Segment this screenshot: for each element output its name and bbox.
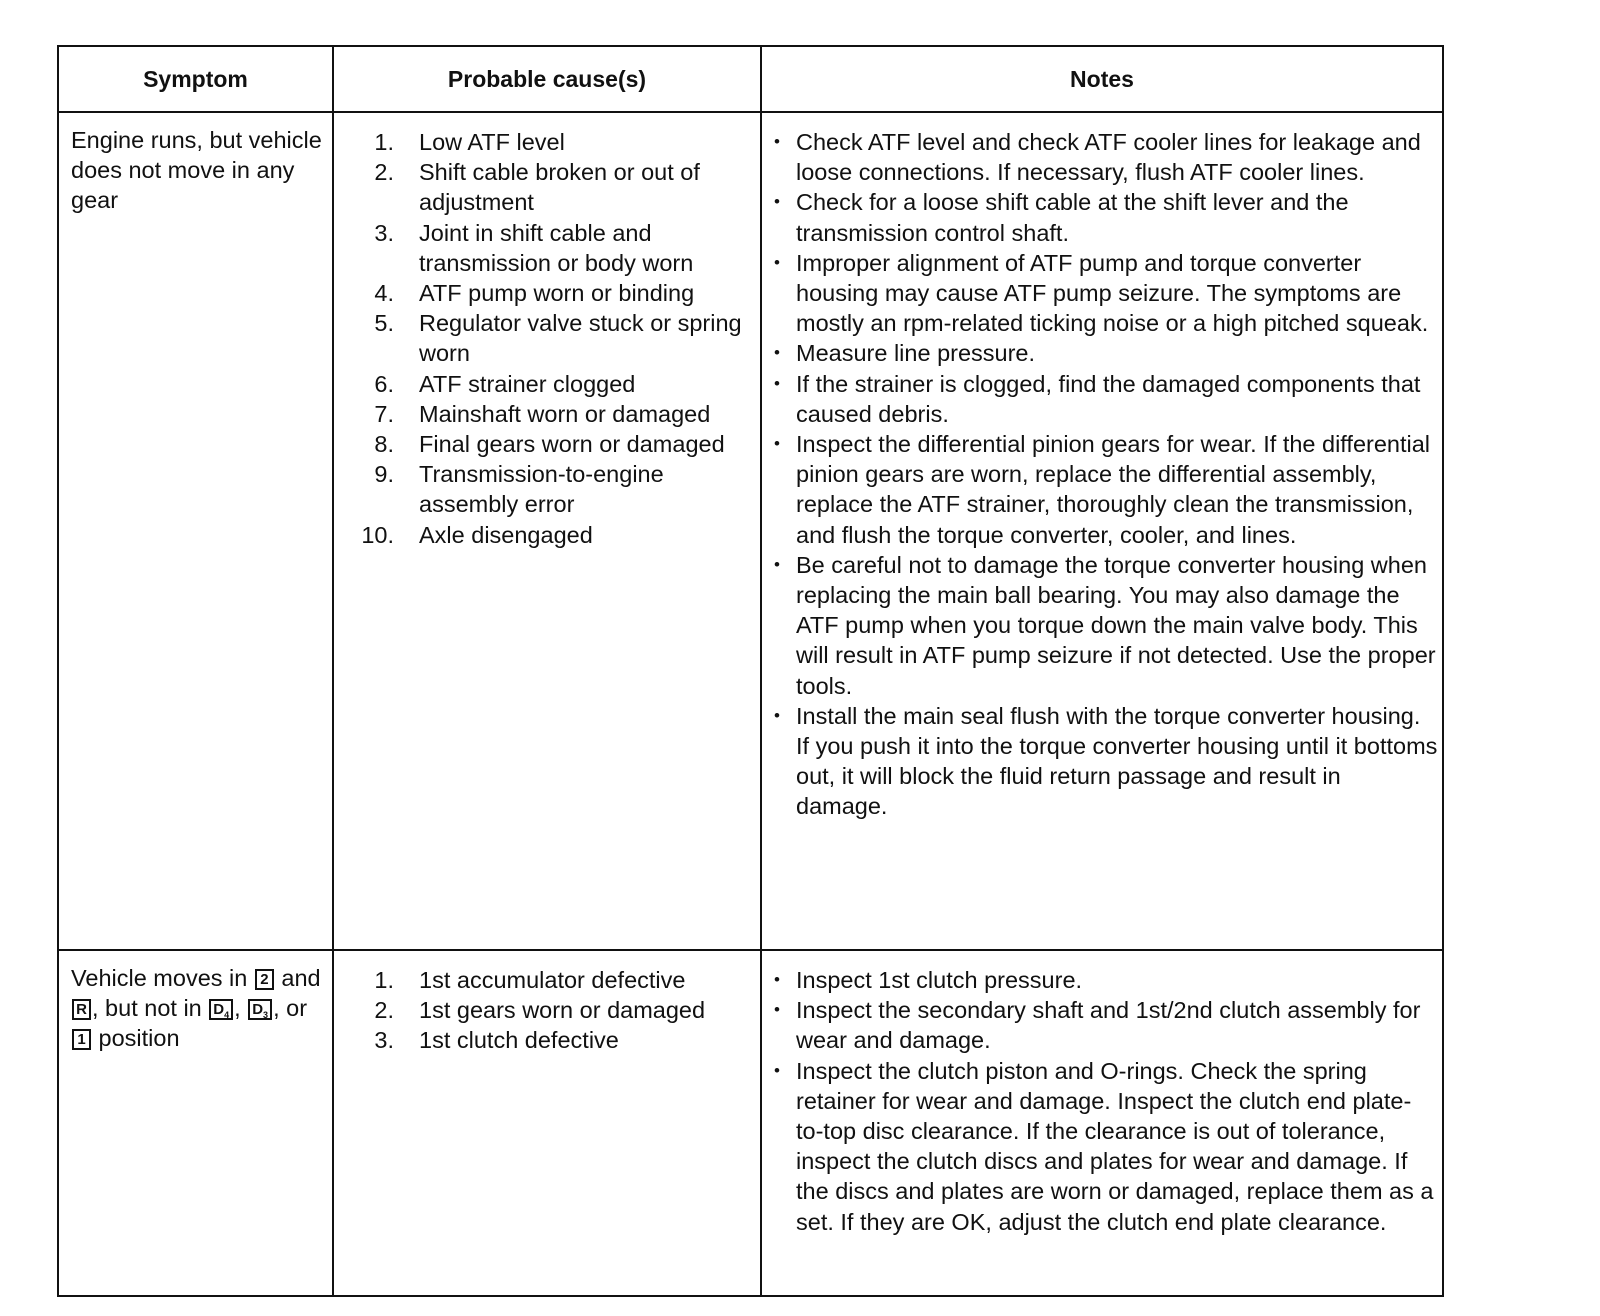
cause-text: Joint in shift cable and transmission or body worn (419, 219, 694, 276)
bullet-icon: • (774, 373, 780, 393)
cause-item (334, 308, 756, 368)
note-item (774, 701, 1438, 822)
cause-text: Mainshaft worn or damaged (419, 400, 711, 427)
cause-text: ATF pump worn or binding (419, 280, 695, 307)
notes-cell (761, 112, 1443, 950)
note-text: Install the main seal flush with the torque converter housing. If you push it into the torque converter housing until it bottoms out, it will block the fluid return passage and result in damage. (796, 702, 1438, 820)
cause-number: 4. (374, 280, 394, 307)
troubleshooting-sheet (57, 45, 1442, 1297)
cause-number: 2. (374, 159, 394, 186)
header-row (58, 46, 1443, 112)
cause-list (334, 965, 756, 1056)
cause-text: ATF strainer clogged (419, 370, 636, 397)
table-row (58, 112, 1443, 950)
note-text: Check for a loose shift cable at the shift lever and the transmission control shaft. (796, 189, 1349, 246)
note-text: Inspect the secondary shaft and 1st/2nd clutch assembly for wear and damage. (796, 997, 1421, 1054)
cause-item (334, 369, 756, 399)
symptom-text: , but not in (92, 995, 209, 1022)
note-item (774, 369, 1438, 429)
cause-cell (333, 112, 761, 950)
symptom-text: position (92, 1025, 180, 1052)
cause-text: 1st accumulator defective (419, 967, 686, 993)
header-symptom: Symptom (58, 46, 333, 112)
position-label: R (76, 1001, 87, 1019)
cause-text: Transmission-to-engine assembly error (419, 461, 664, 518)
bullet-icon: • (774, 1000, 780, 1020)
note-text: Inspect 1st clutch pressure. (796, 967, 1083, 993)
cause-item (334, 1025, 756, 1055)
note-text: Improper alignment of ATF pump and torque converter housing may cause ATF pump seizure. The symptoms are mostly an rpm-related ticking noise or a high pitched squeak. (796, 249, 1429, 337)
symptom-cell: Engine runs, but vehicle does not move in any gear (58, 112, 333, 950)
note-item (774, 995, 1438, 1055)
bullet-icon: • (774, 554, 780, 574)
symptom-cell (58, 950, 333, 1296)
note-item (774, 187, 1438, 247)
bullet-icon: • (774, 343, 780, 363)
note-text: Inspect the differential pinion gears for wear. If the differential pinion gears are worn, replace the differential assembly, replace the ATF strainer, thoroughly clean the transmission, and flush the torque converter, cooler, and lines. (796, 431, 1431, 548)
note-text: Be careful not to damage the torque converter housing when replacing the main ball bearing. You may also damage the ATF pump when you torque down the main valve body. This will result in ATF pump seizure if not detected. Use the proper tools. (796, 551, 1436, 699)
position-d3-icon (248, 999, 272, 1020)
bullet-icon: • (774, 434, 780, 454)
cause-list (334, 127, 756, 550)
cause-item (334, 218, 756, 278)
table-row (58, 950, 1443, 1296)
note-item (774, 965, 1438, 995)
cause-item (334, 520, 756, 550)
position-2-icon (255, 969, 274, 990)
cause-number: 1. (374, 967, 394, 993)
note-text: Inspect the clutch piston and O-rings. Check the spring retainer for wear and damage. Inspect the clutch end plate-to-top disc clearance. If the clearance is out of tolerance, inspect the clutch discs and plates for wear and damage. If the discs and plates are worn or damaged, replace them as a set. If they are OK, adjust the clutch end plate clearance. (796, 1057, 1434, 1235)
cause-text: Shift cable broken or out of adjustment (419, 159, 700, 216)
header-causes: Probable cause(s) (333, 46, 761, 112)
cause-item (334, 429, 756, 459)
cause-number: 2. (374, 997, 394, 1024)
cause-number: 3. (374, 1027, 394, 1054)
cause-item (334, 965, 756, 995)
symptom-text: , (234, 995, 248, 1022)
note-text: Measure line pressure. (796, 340, 1036, 367)
note-item (774, 127, 1438, 187)
cause-text: 1st clutch defective (419, 1027, 619, 1054)
note-item (774, 550, 1438, 701)
symptom-text: , or (273, 995, 308, 1022)
position-label: 1 (77, 1031, 86, 1049)
position-1-icon (72, 1029, 91, 1050)
symptom-text: and (274, 965, 321, 991)
header-notes: Notes (761, 46, 1443, 112)
cause-item (334, 995, 756, 1025)
note-item (774, 248, 1438, 339)
position-label: D (252, 1001, 264, 1019)
cause-number: 8. (374, 431, 394, 458)
cause-item (334, 459, 756, 519)
note-item (774, 1056, 1438, 1237)
position-label: D (213, 1001, 225, 1019)
troubleshooting-table (57, 45, 1444, 1297)
note-text: If the strainer is clogged, find the damaged components that caused debris. (796, 370, 1421, 427)
cause-text: Axle disengaged (419, 521, 593, 548)
cause-item (334, 157, 756, 217)
symptom-text: Vehicle moves in (71, 965, 254, 991)
cause-item (334, 127, 756, 157)
cause-item (334, 278, 756, 308)
note-item (774, 429, 1438, 550)
position-subscript: 4 (224, 1010, 230, 1021)
position-label: 2 (260, 971, 269, 988)
cause-text: Low ATF level (419, 129, 565, 155)
cause-number: 10. (361, 521, 394, 548)
cause-cell (333, 950, 761, 1296)
cause-number: 5. (374, 310, 394, 337)
bullet-icon: • (774, 192, 780, 212)
bullet-icon: • (774, 705, 780, 725)
bullet-icon: • (774, 1060, 780, 1080)
cause-number: 9. (374, 461, 394, 488)
note-text: Check ATF level and check ATF cooler lines for leakage and loose connections. If necessary, flush ATF cooler lines. (796, 129, 1421, 186)
cause-text: Final gears worn or damaged (419, 431, 725, 458)
notes-list (774, 127, 1438, 822)
cause-number: 3. (374, 219, 394, 246)
position-subscript: 3 (263, 1010, 269, 1021)
cause-item (334, 399, 756, 429)
notes-cell (761, 950, 1443, 1296)
cause-text: Regulator valve stuck or spring worn (419, 310, 742, 367)
cause-number: 6. (374, 370, 394, 397)
position-d4-icon (209, 999, 233, 1020)
note-item (774, 338, 1438, 368)
notes-list (774, 965, 1438, 1237)
cause-number: 7. (374, 400, 394, 427)
bullet-icon: • (774, 132, 780, 151)
cause-number: 1. (374, 129, 394, 155)
position-r-icon (72, 999, 91, 1020)
bullet-icon: • (774, 252, 780, 272)
cause-text: 1st gears worn or damaged (419, 997, 706, 1024)
bullet-icon: • (774, 970, 780, 989)
